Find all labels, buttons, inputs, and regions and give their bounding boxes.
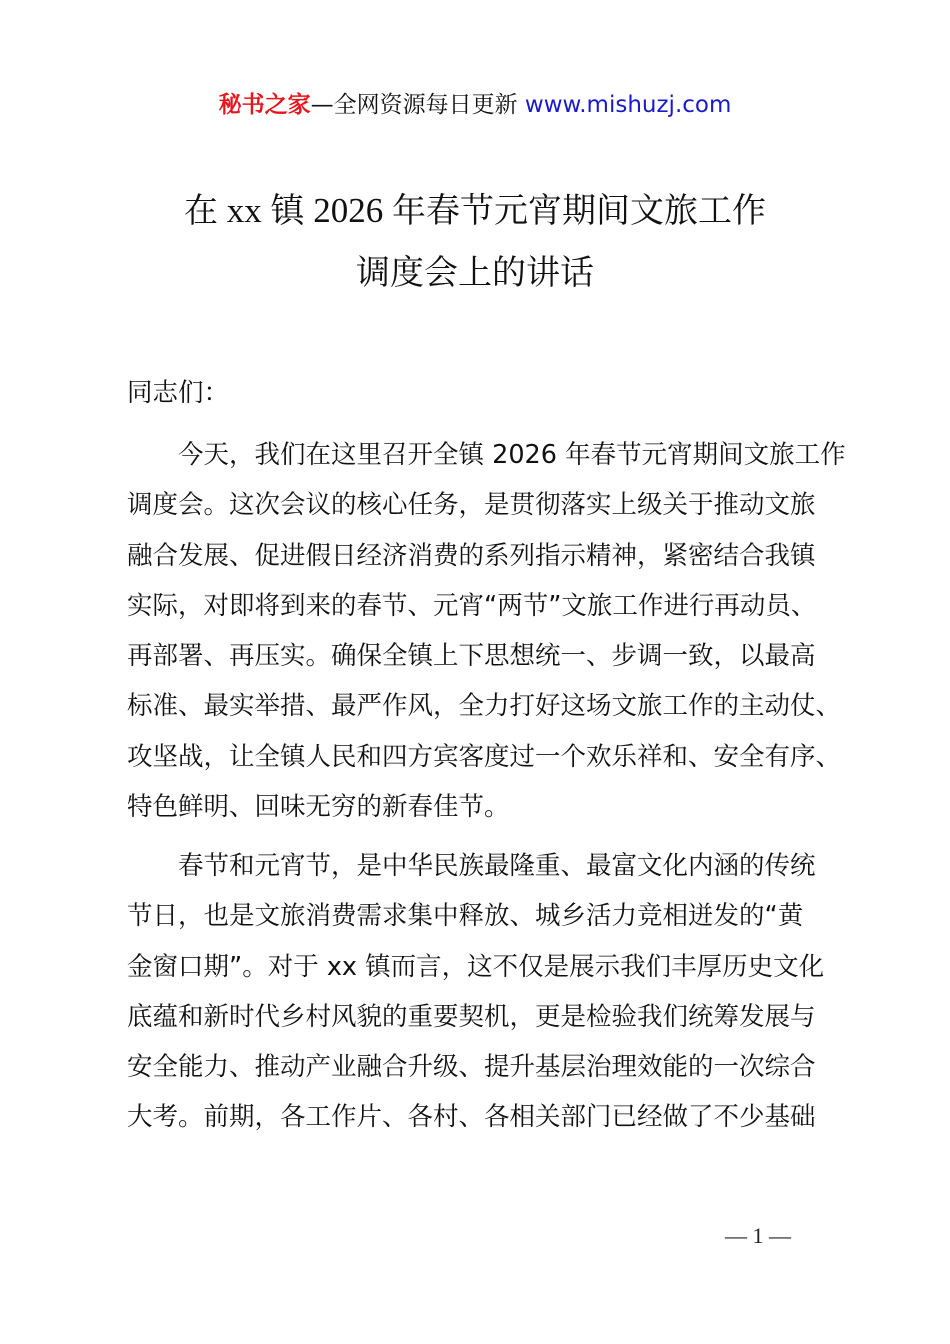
paragraph-line: 实际，对即将到来的春节、元宵“两节”文旅工作进行再动员、 xyxy=(127,590,817,621)
title-town-placeholder: xx xyxy=(218,191,271,230)
document-title xyxy=(0,180,950,304)
brand-name: 秘书之家 xyxy=(218,92,311,118)
paragraph-line: 今天，我们在这里召开全镇 2026 年春节元宵期间文旅工作 xyxy=(178,440,846,470)
header-tagline: —全网资源每日更新 xyxy=(310,92,525,118)
paragraph-line: 融合发展、促进假日经济消费的系列指示精神，紧密结合我镇 xyxy=(127,540,816,571)
title-line-2: 调度会上的讲话 xyxy=(356,253,594,293)
paragraph-line: 大考。前期，各工作片、各村、各相关部门已经做了不少基础 xyxy=(127,1102,816,1133)
paragraph-line: 底蕴和新时代乡村风貌的重要契机，更是检验我们统筹发展与 xyxy=(127,1001,816,1032)
title-text: 镇 xyxy=(270,191,305,231)
paragraph-line: 再部署、再压实。确保全镇上下思想统一、步调一致，以最高 xyxy=(127,641,816,672)
paragraph-line: 金窗口期”。对于 xx 镇而言，这不仅是展示我们丰厚历史文化 xyxy=(127,951,825,982)
paragraph-line: 特色鲜明、回味无穷的新春佳节。 xyxy=(127,792,510,823)
paragraph-line: 节日，也是文旅消费需求集中释放、城乡活力竞相迸发的“黄 xyxy=(127,901,804,932)
title-text: 在 xyxy=(184,191,218,231)
paragraph-2 xyxy=(127,841,847,1143)
site-url-link[interactable]: www.mishuzj.com xyxy=(524,92,732,118)
paragraph-line: 春节和元宵节，是中华民族最隆重、最富文化内涵的传统 xyxy=(178,851,816,881)
salutation: 同志们： xyxy=(127,378,230,408)
paragraph-line: 攻坚战，让全镇人民和四方宾客度过一个欢乐祥和、安全有序、 xyxy=(127,741,842,772)
site-header-banner xyxy=(0,88,950,122)
paragraph-line: 标准、最实举措、最严作风，全力打好这场文旅工作的主动仗、 xyxy=(127,691,842,722)
title-line-1 xyxy=(0,180,950,242)
paragraph-1 xyxy=(127,430,847,832)
paragraph-line: 调度会。这次会议的核心任务，是贯彻落实上级关于推动文旅 xyxy=(127,490,816,521)
title-year: 2026 xyxy=(304,191,392,230)
paragraph-line: 安全能力、推动产业融合升级、提升基层治理效能的一次综合 xyxy=(127,1052,816,1083)
page-number: — 1 — xyxy=(725,1223,791,1248)
title-text: 年春节元宵期间文旅工作 xyxy=(392,191,766,231)
